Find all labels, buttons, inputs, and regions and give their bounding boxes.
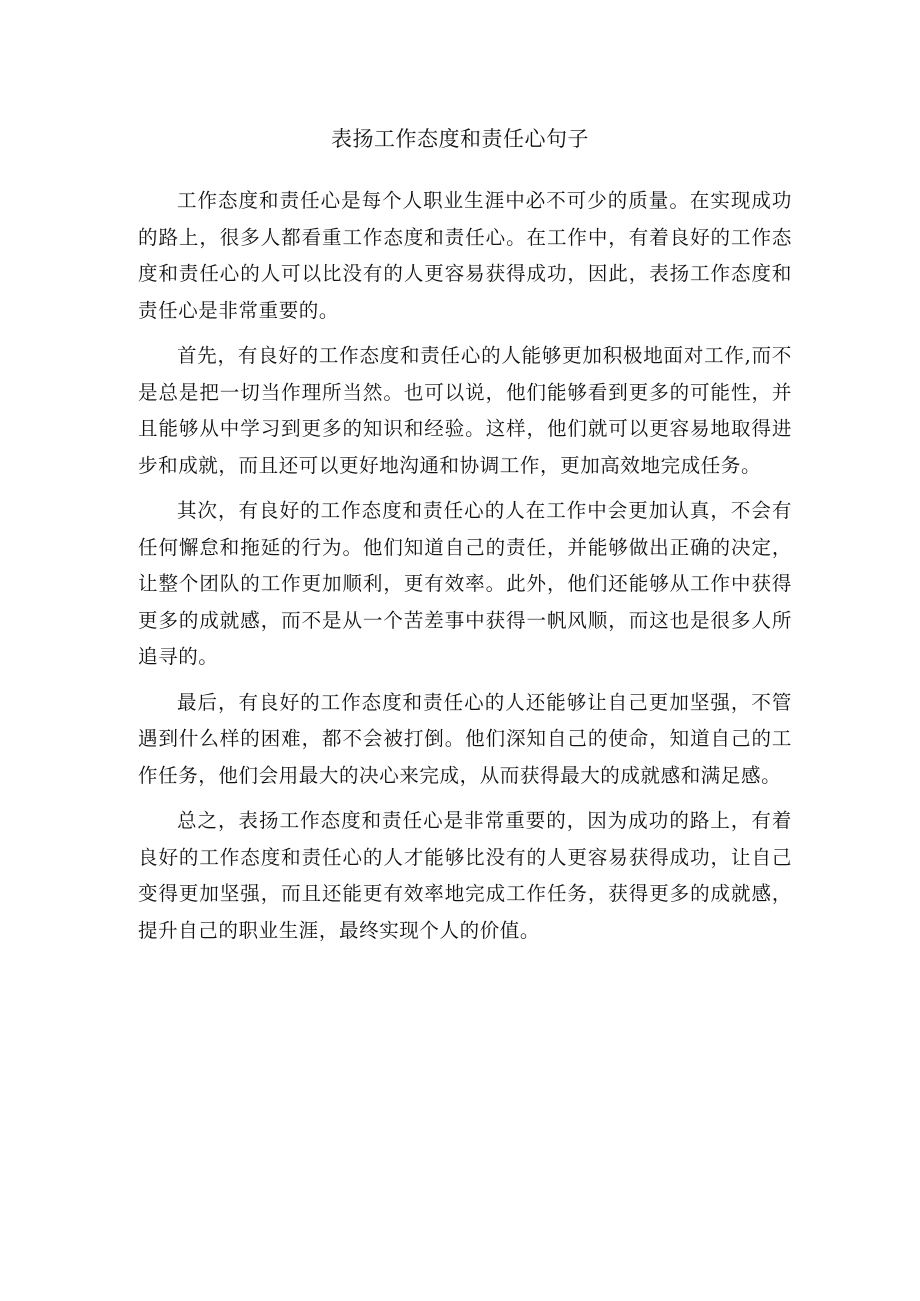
paragraph-intro: 工作态度和责任心是每个人职业生涯中必不可少的质量。在实现成功的路上，很多人都看重工作态度和责任心。在工作中，有着良好的工作态度和责任心的人可以比没有的人更容易获得成功，因此，表扬工作态度和责任心是非常重要的。 <box>138 189 792 322</box>
paragraph-conclusion: 总之，表扬工作态度和责任心是非常重要的，因为成功的路上，有着良好的工作态度和责任心的人才能够比没有的人更容易获得成功，让自己变得更加坚强，而且还能更有效率地完成工作任务，获得更多的成就感，提升自己的职业生涯，最终实现个人的价值。 <box>138 809 792 942</box>
document-body <box>138 183 792 958</box>
paragraph-first: 首先，有良好的工作态度和责任心的人能够更加积极地面对工作,而不是总是把一切当作理所当然。也可以说，他们能够看到更多的可能性，并且能够从中学习到更多的知识和经验。这样，他们就可以更容易地取得进步和成就，而且还可以更好地沟通和协调工作，更加高效地完成任务。 <box>138 344 792 477</box>
paragraph-second: 其次，有良好的工作态度和责任心的人在工作中会更加认真，不会有任何懈怠和拖延的行为。他们知道自己的责任，并能够做出正确的决定，让整个团队的工作更加顺利，更有效率。此外，他们还能够从工作中获得更多的成就感，而不是从一个苦差事中获得一帆风顺，而这也是很多人所追寻的。 <box>138 499 792 668</box>
paragraph-last: 最后，有良好的工作态度和责任心的人还能够让自己更加坚强，不管遇到什么样的困难，都不会被打倒。他们深知自己的使命，知道自己的工作任务，他们会用最大的决心来完成，从而获得最大的成就感和满足感。 <box>138 690 792 787</box>
document-title: 表扬工作态度和责任心句子 <box>331 127 589 151</box>
